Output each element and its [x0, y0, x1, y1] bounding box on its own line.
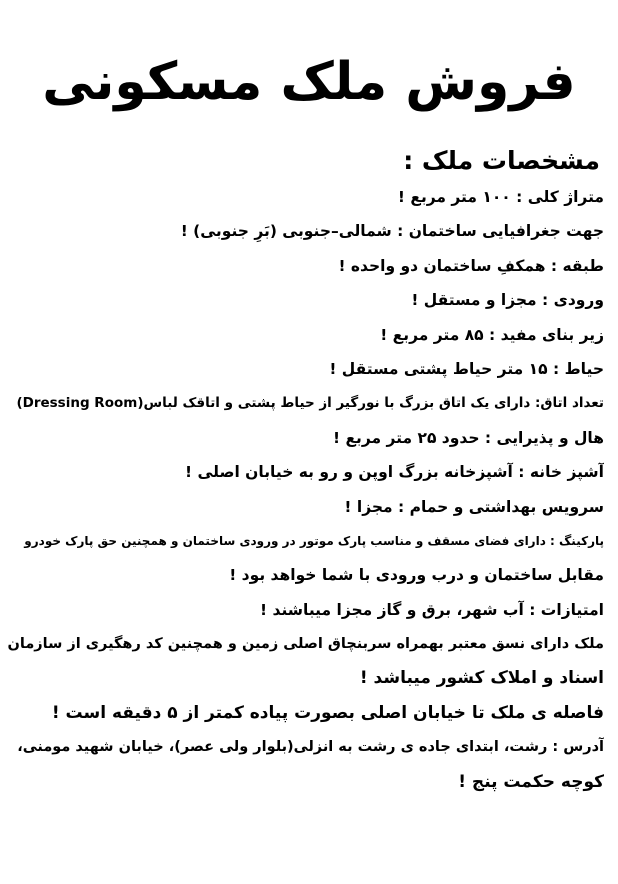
- detail-line-bathroom: سرویس بهداشتی و حمام : مجزا !: [344, 497, 604, 516]
- detail-line-kitchen: آشپز خانه : آشپزخانه بزرگ اوپن و رو به خیابان اصلی !: [185, 463, 604, 482]
- property-details-list: [8, 180, 604, 799]
- detail-line-address-continued: کوچه حکمت پنج !: [458, 771, 604, 792]
- detail-line-entrance: ورودی : مجزا و مستقل !: [411, 291, 604, 310]
- detail-line-parking: پارکینگ : دارای فضای مسقف و مناسب پارک موتور در ورودی ساختمان و همچنین حق پارک خودرو: [24, 533, 604, 548]
- detail-line-rooms: تعداد اتاق: دارای یک اتاق بزرگ با نورگیر از حیاط پشتی و اتاقک لباس(Dressing Room): [16, 395, 604, 412]
- detail-line-orientation: جهت جغرافیایی ساختمان : شمالی–جنوبی (بَرِ جنوبی) !: [180, 222, 604, 241]
- section-heading: مشخصات ملک :: [403, 146, 600, 175]
- detail-line-distance: فاصله ی ملک تا خیابان اصلی بصورت پیاده کمتر از ۵ دقیقه است !: [51, 702, 604, 723]
- detail-line-yard: حیاط : ۱۵ متر حیاط پشتی مستقل !: [329, 359, 604, 378]
- detail-line-deed: ملک دارای نسق معتبر بهمراه سربنچاق اصلی زمین و همچنین کد رهگیری از سازمان: [8, 636, 604, 653]
- detail-line-parking-continued: مقابل ساختمان و درب ورودی با شما خواهد بود !: [229, 566, 604, 585]
- page-title: فروش ملک مسکونی: [42, 52, 576, 112]
- detail-line-floor: طبقه : همکفِ ساختمان دو واحده !: [338, 256, 604, 275]
- detail-line-total-area: متراژ کلی : ۱۰۰ متر مربع !: [397, 188, 604, 206]
- detail-line-deed-continued: اسناد و املاک کشور میباشد !: [359, 668, 604, 689]
- detail-line-utilities: امتیازات : آب شهر، برق و گاز مجزا میباشند !: [260, 600, 604, 619]
- detail-line-address: آدرس : رشت، ابتدای جاده ی رشت به انزلی(بلوار ولی عصر)، خیابان شهید مومنی،: [17, 739, 604, 756]
- detail-line-useful-area: زیر بنای مفید : ۸۵ متر مربع !: [380, 325, 604, 344]
- detail-line-living-room: هال و پذیرایی : حدود ۲۵ متر مربع !: [333, 428, 604, 447]
